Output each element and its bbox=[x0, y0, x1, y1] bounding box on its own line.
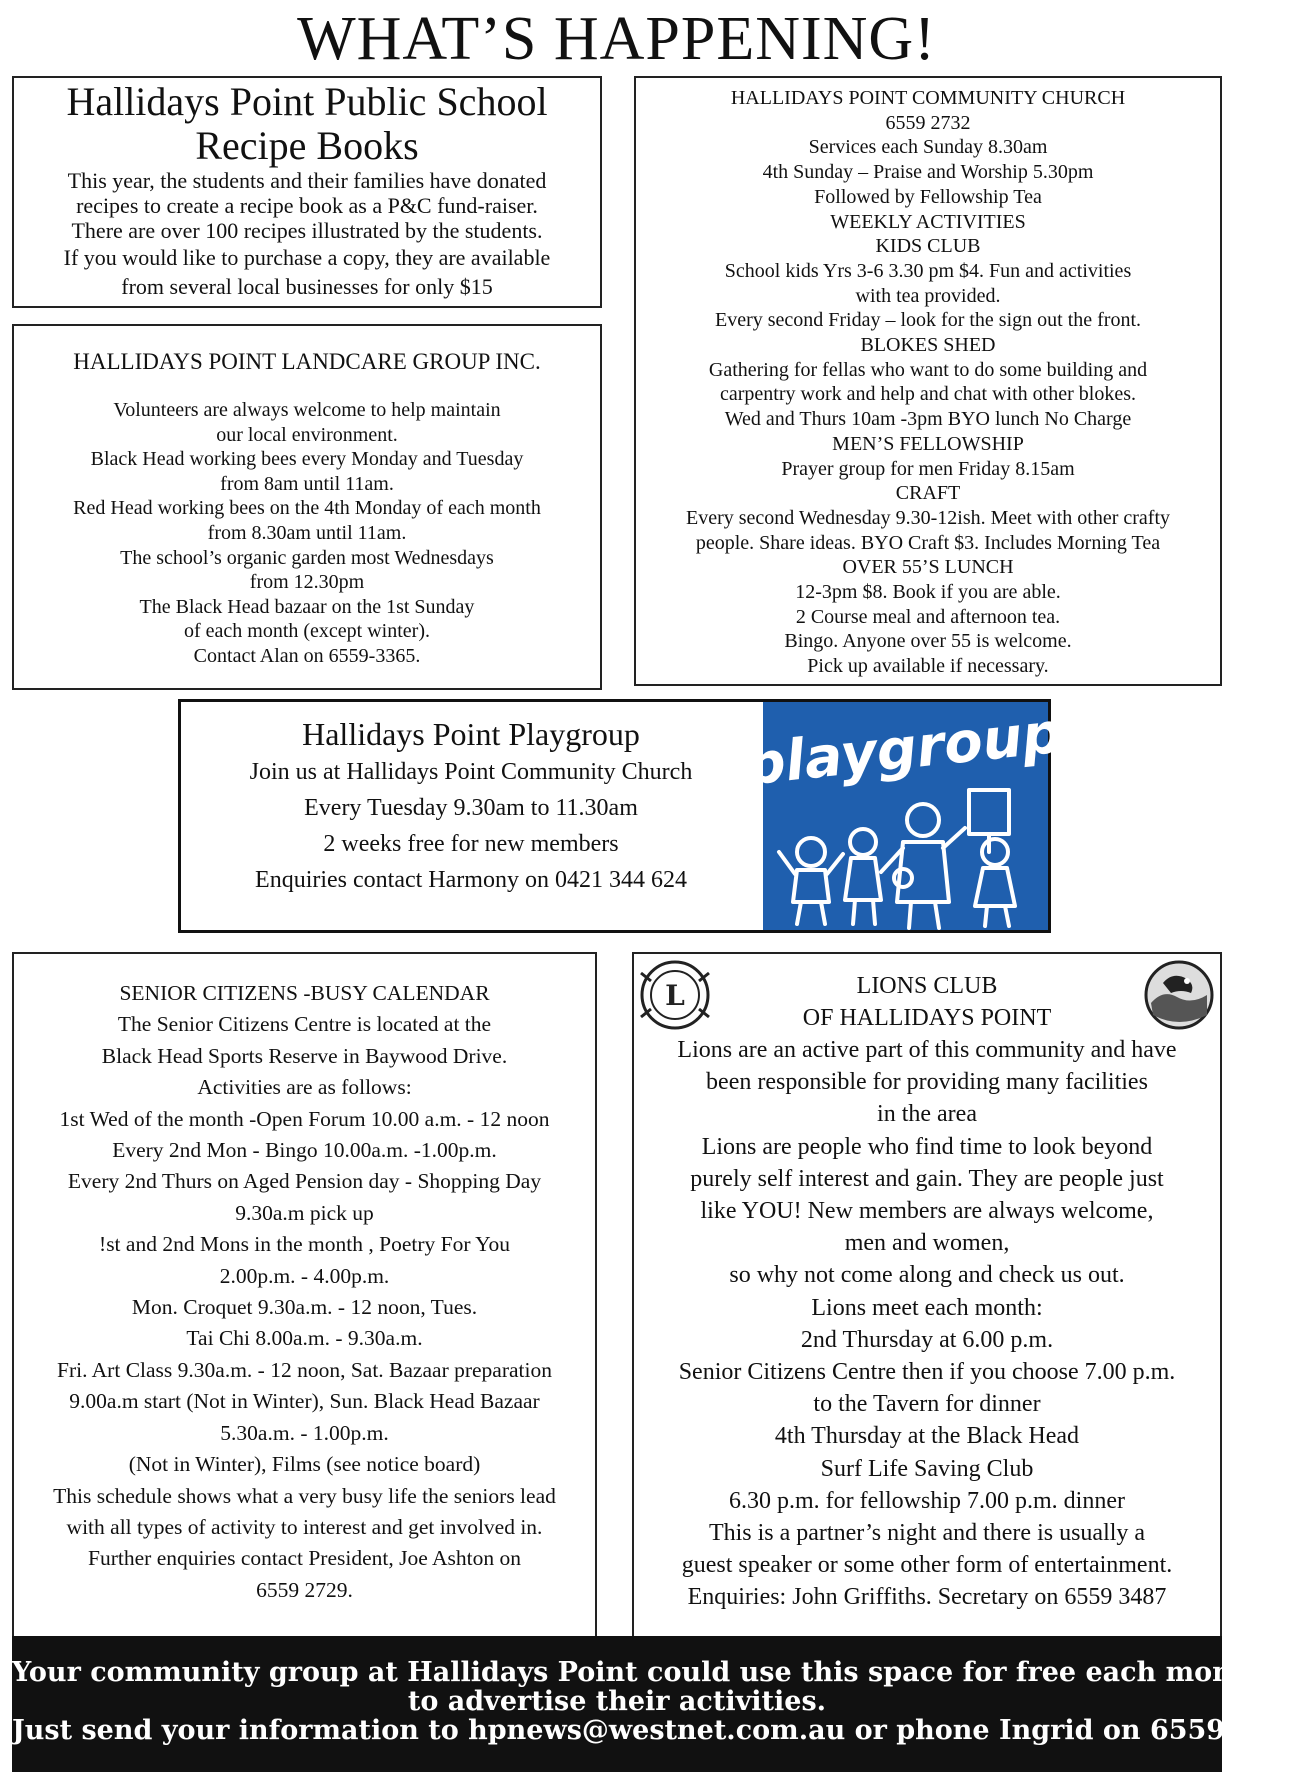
church-text-line: Bingo. Anyone over 55 is welcome. bbox=[784, 630, 1072, 653]
school-text-line: There are over 100 recipes illustrated by the students. bbox=[71, 218, 543, 243]
senior-text-line: Black Head Sports Reserve in Baywood Drive. bbox=[101, 1043, 508, 1068]
senior-text-line: This schedule shows what a very busy life the seniors lead bbox=[53, 1483, 556, 1508]
landcare-heading: HALLIDAYS POINT LANDCARE GROUP INC. bbox=[73, 349, 541, 374]
senior-text-line: 9.00a.m start (Not in Winter), Sun. Black Head Bazaar bbox=[69, 1389, 540, 1414]
playgroup-logo-text: playgroup bbox=[742, 700, 1066, 799]
senior-text-line: Further enquiries contact President, Joe Ashton on bbox=[88, 1546, 521, 1571]
church-text-line: carpentry work and help and chat with other blokes. bbox=[720, 383, 1136, 406]
senior-heading: SENIOR CITIZENS -BUSY CALENDAR bbox=[119, 981, 490, 1005]
lions-text-line: Lions are people who find time to look beyond bbox=[701, 1133, 1153, 1160]
lions-text-line: This is a partner’s night and there is usually a bbox=[708, 1520, 1146, 1547]
lions-text-line: purely self interest and gain. They are people just bbox=[690, 1165, 1164, 1192]
school-heading-line-2: Recipe Books bbox=[195, 123, 419, 168]
church-text-line: with tea provided. bbox=[855, 284, 1001, 307]
landcare-text-line: of each month (except winter). bbox=[183, 620, 430, 643]
school-text-line: recipes to create a recipe book as a P&C fund-raiser. bbox=[76, 193, 538, 218]
lions-text-line: 6.30 p.m. for fellowship 7.00 p.m. dinner bbox=[729, 1487, 1125, 1514]
senior-text-line: 9.30a.m pick up bbox=[235, 1200, 374, 1225]
church-section-heading: KIDS CLUB bbox=[875, 235, 981, 258]
lions-text-line: like YOU! New members are always welcome, bbox=[700, 1198, 1154, 1225]
senior-text-line: The Senior Citizens Centre is located at the bbox=[117, 1012, 492, 1037]
landcare-text-line: from 8am until 11am. bbox=[220, 472, 394, 495]
community-church-notice bbox=[634, 76, 1222, 686]
landcare-text-line: from 12.30pm bbox=[249, 571, 365, 594]
church-text-line: School kids Yrs 3-6 3.30 pm $4. Fun and activities bbox=[724, 259, 1132, 282]
playgroup-text-line: Enquiries contact Harmony on 0421 344 624 bbox=[255, 867, 687, 893]
church-section-heading: CRAFT bbox=[895, 482, 961, 505]
playgroup-notice bbox=[178, 699, 1066, 933]
playgroup-text-line: 2 weeks free for new members bbox=[323, 831, 619, 857]
senior-text-line: !st and 2nd Mons in the month , Poetry For You bbox=[99, 1232, 510, 1257]
senior-text-line: (Not in Winter), Films (see notice board) bbox=[128, 1452, 481, 1477]
church-phone: 6559 2732 bbox=[885, 111, 971, 134]
landcare-text-line: from 8.30am until 11am. bbox=[207, 521, 407, 544]
church-text-line: Gathering for fellas who want to do some building and bbox=[708, 358, 1148, 381]
senior-text-line: with all types of activity to interest and get involved in. bbox=[66, 1514, 543, 1539]
church-text-line: Every second Wednesday 9.30-12ish. Meet with other crafty bbox=[686, 506, 1170, 529]
lions-text-line: 2nd Thursday at 6.00 p.m. bbox=[800, 1326, 1054, 1353]
lions-emblem-letter: L bbox=[665, 979, 685, 1012]
senior-text-line: Fri. Art Class 9.30a.m. - 12 noon, Sat. Bazaar preparation bbox=[57, 1357, 552, 1382]
lions-text-line: Enquiries: John Griffiths. Secretary on 6559 3487 bbox=[687, 1584, 1167, 1611]
page-title: WHAT’S HAPPENING! bbox=[297, 5, 936, 73]
church-text-line: 2 Course meal and afternoon tea. bbox=[795, 605, 1061, 628]
senior-text-line: 6559 2729. bbox=[256, 1577, 353, 1602]
senior-text-line: Every 2nd Mon - Bingo 10.00a.m. -1.00p.m. bbox=[112, 1138, 497, 1163]
senior-text-line: 2.00p.m. - 4.00p.m. bbox=[219, 1263, 390, 1288]
school-text-line: from several local businesses for only $15 bbox=[121, 274, 493, 299]
school-heading-line-1: Hallidays Point Public School bbox=[66, 79, 548, 124]
landcare-text-line: our local environment. bbox=[216, 423, 398, 446]
playgroup-text-line: Every Tuesday 9.30am to 11.30am bbox=[304, 795, 638, 821]
senior-citizens-notice bbox=[12, 952, 597, 1640]
playgroup-text bbox=[181, 714, 761, 898]
playgroup-heading: Hallidays Point Playgroup bbox=[302, 716, 640, 752]
landcare-text-line: Red Head working bees on the 4th Monday of each month bbox=[73, 497, 541, 520]
lions-text-line: 4th Thursday at the Black Head bbox=[774, 1423, 1080, 1450]
church-text-line: Services each Sunday 8.30am bbox=[808, 136, 1048, 159]
church-section-heading: WEEKLY ACTIVITIES bbox=[830, 210, 1026, 233]
church-text-line: Prayer group for men Friday 8.15am bbox=[781, 457, 1075, 480]
senior-text-line: Every 2nd Thurs on Aged Pension day - Shopping Day bbox=[67, 1169, 542, 1194]
church-text-line: Every second Friday – look for the sign out the front. bbox=[714, 309, 1142, 332]
lions-club-notice bbox=[632, 952, 1222, 1640]
church-text-line: 12-3pm $8. Book if you are able. bbox=[795, 581, 1061, 604]
playgroup-logo bbox=[742, 700, 1066, 930]
school-recipe-book-notice bbox=[12, 76, 602, 308]
church-heading: HALLIDAYS POINT COMMUNITY CHURCH bbox=[730, 87, 1126, 109]
playgroup-text-line: Join us at Hallidays Point Community Church bbox=[249, 759, 693, 785]
church-text-line: Pick up available if necessary. bbox=[807, 655, 1049, 678]
footer-line: Just send your information to hpnews@westnet.com.au or phone Ingrid on 65592295 bbox=[12, 1715, 1300, 1746]
landcare-text-line: Contact Alan on 6559-3365. bbox=[193, 644, 421, 667]
footer-line: to advertise their activities. bbox=[407, 1686, 827, 1717]
footer-line: Your community group at Hallidays Point could use this space for free each month bbox=[12, 1657, 1264, 1688]
lions-text-line: Senior Citizens Centre then if you choose 7.00 p.m. bbox=[678, 1359, 1176, 1386]
senior-text-line: Activities are as follows: bbox=[197, 1075, 412, 1100]
lions-text-line: Surf Life Saving Club bbox=[820, 1455, 1034, 1482]
lions-text-line: to the Tavern for dinner bbox=[813, 1391, 1041, 1418]
lions-text-line: Lions are an active part of this community and have bbox=[677, 1037, 1177, 1063]
church-text-line: Wed and Thurs 10am -3pm BYO lunch No Charge bbox=[724, 408, 1132, 431]
lions-text-line: men and women, bbox=[844, 1230, 1010, 1257]
lions-heading-line-1: LIONS CLUB bbox=[856, 973, 998, 999]
senior-text-line: Tai Chi 8.00a.m. - 9.30a.m. bbox=[186, 1326, 423, 1351]
landcare-text-line: The school’s organic garden most Wednesdays bbox=[120, 546, 494, 569]
lions-heading-line-2: OF HALLIDAYS POINT bbox=[802, 1005, 1052, 1031]
lions-emblem-icon bbox=[639, 959, 711, 1031]
church-text-line: 4th Sunday – Praise and Worship 5.30pm bbox=[762, 161, 1094, 184]
lions-text-line: in the area bbox=[877, 1101, 977, 1128]
church-section-heading: OVER 55’S LUNCH bbox=[842, 556, 1014, 579]
senior-text-line: 5.30a.m. - 1.00p.m. bbox=[220, 1420, 389, 1445]
church-section-heading: MEN’S FELLOWSHIP bbox=[832, 432, 1024, 455]
senior-text-line: Mon. Croquet 9.30a.m. - 12 noon, Tues. bbox=[131, 1295, 478, 1320]
school-text-line: If you would like to purchase a copy, they are available bbox=[63, 245, 551, 270]
lions-text-line: so why not come along and check us out. bbox=[729, 1262, 1125, 1289]
surf-club-emblem-icon bbox=[1143, 959, 1215, 1031]
church-text-line: Followed by Fellowship Tea bbox=[814, 185, 1042, 208]
lions-text-line: been responsible for providing many facilities bbox=[706, 1069, 1148, 1096]
landcare-text-line: Black Head working bees every Monday and Tuesday bbox=[90, 448, 524, 471]
footer-banner bbox=[12, 1636, 1300, 1772]
school-text-line: This year, the students and their families have donated bbox=[67, 168, 547, 193]
landcare-notice bbox=[12, 324, 602, 690]
landcare-text-line: The Black Head bazaar on the 1st Sunday bbox=[139, 595, 475, 618]
church-text-line: people. Share ideas. BYO Craft $3. Includes Morning Tea bbox=[695, 531, 1161, 554]
lions-text-line: guest speaker or some other form of entertainment. bbox=[681, 1552, 1173, 1579]
landcare-text-line: Volunteers are always welcome to help maintain bbox=[113, 399, 501, 421]
church-section-heading: BLOKES SHED bbox=[860, 334, 996, 357]
lions-text-line: Lions meet each month: bbox=[811, 1294, 1043, 1321]
senior-text-line: 1st Wed of the month -Open Forum 10.00 a.m. - 12 noon bbox=[59, 1106, 550, 1131]
